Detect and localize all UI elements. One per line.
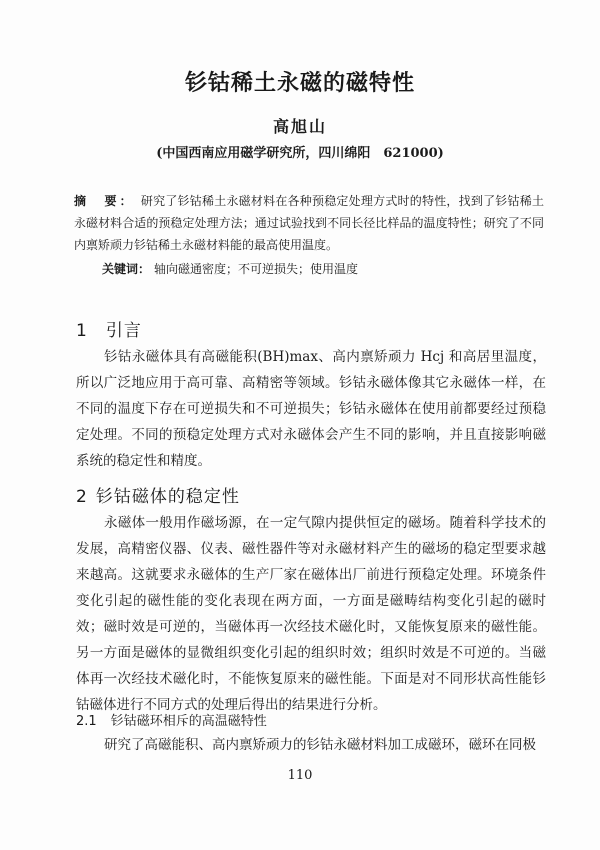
- section-2-1-heading: [76, 710, 267, 729]
- keywords-block: [102, 258, 542, 280]
- section-2-title: 钐钴磁体的稳定性: [95, 487, 240, 507]
- keywords-label: 关键词：: [102, 262, 151, 276]
- author-affiliation: (中国西南应用磁学研究所，四川绵阳 621000): [156, 146, 444, 161]
- page-number: 110: [287, 768, 313, 783]
- section-1-paragraph: 钐钴永磁体具有高磁能积(BH)max、高内禀矫顽力 Hcj 和高居里温度，所以广泛地应用于高可靠、高精密等领域。钐钴永磁体像其它永磁体一样，在不同的温度下存在可逆损失和不可逆损失；钐钴永磁体在使用前都要经过预稳定处理。不同的预稳定处理方式对永磁体会产生不同的影响，并且直接影响磁系统的稳定性和精度。: [76, 349, 546, 469]
- section-2-1-title: 钐钴磁环相斥的高温磁特性: [110, 714, 267, 729]
- abstract-block: [74, 190, 544, 256]
- abstract-text: 研究了钐钴稀土永磁材料在各种预稳定处理方式时的特性，找到了钐钴稀土永磁材料合适的预稳定处理方法；通过试验找到不同长径比样品的温度特性；研究了不同内禀矫顽力钐钴稀土永磁材料能的最高使用温度。: [74, 194, 544, 252]
- section-2-1-paragraph: 研究了高磁能积、高内禀矫顽力的钐钴永磁材料加工成磁环，磁环在同极: [104, 737, 536, 753]
- abstract-label: 摘 要：: [74, 194, 135, 208]
- section-1-heading: [76, 316, 142, 341]
- author-name: 高旭山: [272, 117, 327, 136]
- section-1-number: 1: [76, 321, 88, 341]
- section-2-number: 2: [76, 487, 88, 507]
- section-2-paragraph: 永磁体一般用作磁场源，在一定气隙内提供恒定的磁场。随着科学技术的发展，高精密仪器、仪表、磁性器件等对永磁材料产生的磁场的稳定型要求越来越高。这就要求永磁体的生产厂家在磁体出厂前进行预稳定处理。环境条件变化引起的磁性能的变化表现在两方面，一方面是磁畴结构变化引起的磁时效；磁时效是可逆的，当磁体再一次经技术磁化时，又能恢复原来的磁性能。另一方面是磁体的显微组织变化引起的组织时效；组织时效是不可逆的。当磁体再一次经技术磁化时，不能恢复原来的磁性能。下面是对不同形状高性能钐钴磁体进行不同方式的处理后得出的结果进行分析。: [76, 515, 546, 713]
- keywords-text: 轴向磁通密度；不可逆损失；使用温度: [154, 262, 359, 276]
- section-1-title: 引言: [105, 321, 142, 341]
- paper-title: 钐钴稀土永磁的磁特性: [184, 71, 415, 96]
- section-2-heading: [76, 482, 240, 507]
- section-2-1-number: 2.1: [76, 714, 97, 729]
